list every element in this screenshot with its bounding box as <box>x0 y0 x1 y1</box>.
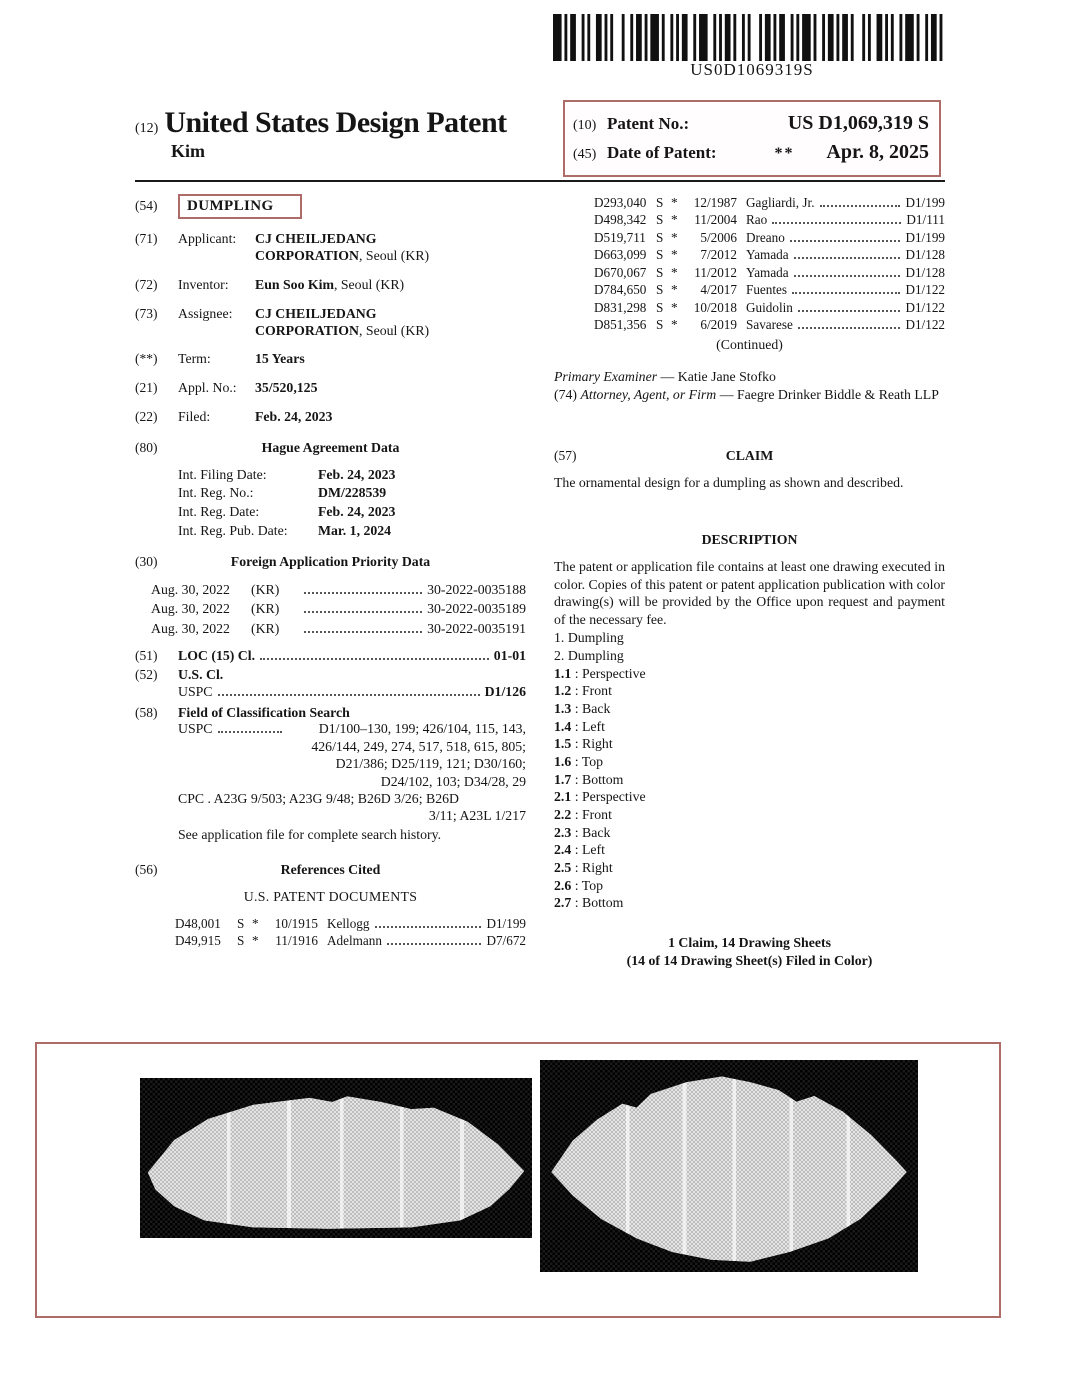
left-reference-rows <box>135 915 526 950</box>
dumpling-shape-left <box>148 1091 524 1232</box>
view-label: Left <box>582 718 605 734</box>
search-cpc-line1: CPC . A23G 9/503; A23G 9/48; B26D 3/26; B26D <box>178 790 459 806</box>
view-separator: : <box>574 736 579 752</box>
field-58-search <box>135 705 526 722</box>
uspc-row <box>135 684 526 701</box>
search-history-note: See application file for complete search history. <box>178 827 442 843</box>
ref-class: D7/672 <box>486 933 526 949</box>
ref-number: D48,001 <box>175 915 221 931</box>
header-divider <box>135 180 945 182</box>
code-30: (30) <box>135 554 158 570</box>
search-uspc-label: USPC <box>178 721 213 737</box>
reference-row <box>554 246 945 263</box>
claim-section <box>554 448 945 492</box>
appl-no-label: Appl. No.: <box>178 380 237 396</box>
code-71: (71) <box>135 231 158 247</box>
view-separator: : <box>574 718 579 734</box>
reference-row <box>554 229 945 246</box>
patent-no-label: Patent No.: <box>607 114 690 133</box>
ref-star: * <box>671 299 678 315</box>
ref-star: * <box>671 316 678 332</box>
search-uspc-classes: D1/100–130, 199; 426/104, 115, 143, <box>318 721 526 737</box>
right-column <box>554 194 945 971</box>
priority-section-heading <box>135 554 526 571</box>
header <box>135 100 945 178</box>
uspc-value: D1/126 <box>484 683 526 699</box>
ref-class: D1/128 <box>905 247 945 263</box>
ref-name: Savarese <box>746 316 793 332</box>
ref-star: * <box>671 264 678 280</box>
dot-leader <box>304 631 422 633</box>
hague-row-label: Int. Reg. Pub. Date: <box>178 522 288 538</box>
assignee-label: Assignee: <box>178 305 233 321</box>
reference-row <box>554 299 945 316</box>
view-row <box>554 718 945 736</box>
claims-count-line: 1 Claim, 14 Drawing Sheets <box>668 934 831 950</box>
view-label: Right <box>582 736 613 752</box>
right-reference-rows <box>554 194 945 333</box>
ref-star: * <box>671 282 678 298</box>
code-73: (73) <box>135 305 158 321</box>
ref-star: * <box>671 247 678 263</box>
view-separator: : <box>574 753 579 769</box>
ref-number: D670,067 <box>594 264 647 280</box>
view-label: Front <box>582 683 612 699</box>
ref-name: Dreano <box>746 229 785 245</box>
view-list <box>554 665 945 912</box>
view-row <box>554 700 945 718</box>
ref-date: 4/2017 <box>700 282 737 298</box>
reference-row <box>554 264 945 281</box>
search-continuation-line: D24/102, 103; D34/28, 29 <box>380 773 526 789</box>
ref-class: D1/199 <box>905 195 945 210</box>
ref-name: Yamada <box>746 264 789 280</box>
claim-text: The ornamental design for a dumpling as shown and described. <box>554 474 904 490</box>
ref-name: Adelmann <box>327 933 382 949</box>
code-56: (56) <box>135 862 158 878</box>
embodiment-item <box>554 629 945 647</box>
view-label: Bottom <box>582 771 624 787</box>
code-57: (57) <box>554 448 577 464</box>
code-72: (72) <box>135 276 158 292</box>
code-22: (22) <box>135 409 158 425</box>
view-number: 2.3 <box>554 824 572 840</box>
ref-class: D1/122 <box>905 299 945 315</box>
view-label: Back <box>582 824 611 840</box>
assignee-org-line2: CORPORATION <box>255 322 359 338</box>
view-number: 2.1 <box>554 789 572 805</box>
search-continuation-lines <box>135 738 526 790</box>
priority-country: (KR) <box>251 601 280 617</box>
assignee-org-line1: CJ CHEILJEDANG <box>255 305 377 321</box>
hague-row-value: DM/228539 <box>318 485 387 501</box>
two-column-body <box>135 194 945 971</box>
view-row <box>554 753 945 771</box>
field-73-assignee <box>135 306 526 340</box>
ref-number: D851,356 <box>594 316 647 332</box>
search-continuation-line: D21/386; D25/119, 121; D30/160; <box>335 756 526 772</box>
dot-leader <box>260 658 489 660</box>
color-sheets-line: (14 of 14 Drawing Sheet(s) Filed in Color) <box>626 953 873 969</box>
embodiment-number: 1. <box>554 630 565 646</box>
search-uspc-line <box>135 721 526 738</box>
assignee-location: , Seoul (KR) <box>359 322 430 338</box>
claims-drawing-note <box>554 934 945 971</box>
primary-examiner-line <box>554 368 945 386</box>
reference-row <box>135 915 526 932</box>
search-continuation-line: 426/144, 249, 274, 517, 518, 615, 805; <box>311 739 526 755</box>
view-label: Top <box>581 877 604 893</box>
view-separator: : <box>574 700 579 716</box>
ref-kind-code: S <box>656 229 664 245</box>
ref-star: * <box>252 915 259 931</box>
document-title: United States Design Patent <box>164 106 507 139</box>
dot-leader <box>375 926 482 928</box>
ref-kind-code: S <box>656 316 664 332</box>
dot-leader <box>794 257 901 259</box>
dot-leader <box>790 240 901 242</box>
primary-examiner-label: Primary Examiner <box>554 369 658 385</box>
ref-kind-code: S <box>656 195 664 210</box>
view-number: 1.3 <box>554 700 572 716</box>
ref-kind-code: S <box>656 212 664 228</box>
code-58: (58) <box>135 704 158 720</box>
field-71-applicant <box>135 231 526 265</box>
dot-leader <box>218 731 282 733</box>
reference-row <box>554 316 945 333</box>
barcode-number: US0D1069319S <box>690 60 814 79</box>
view-number: 1.6 <box>554 753 572 769</box>
code-45: (45) <box>573 147 597 162</box>
ref-number: D519,711 <box>594 229 646 245</box>
code-54: (54) <box>135 198 158 213</box>
description-text: The patent or application file contains at least one drawing executed in color. Copies of this patent or patent application publication with color drawing(s) will be provided by the Office upon request and payment of the necessary fee. <box>554 558 945 628</box>
claim-heading-text: CLAIM <box>725 448 774 464</box>
loc-label: LOC (15) Cl. <box>178 648 256 664</box>
view-separator: : <box>574 771 579 787</box>
ref-class: D1/122 <box>905 316 945 332</box>
hague-row-label: Int. Reg. Date: <box>178 504 260 519</box>
ref-date: 10/2018 <box>693 299 737 315</box>
dot-leader <box>792 292 900 294</box>
ref-star: * <box>671 229 678 245</box>
ref-kind-code: S <box>237 915 245 931</box>
uspc-label: USPC <box>178 683 213 699</box>
term-label: Term: <box>178 351 211 367</box>
barcode-block <box>553 14 951 80</box>
view-number: 2.7 <box>554 895 572 911</box>
reference-row <box>135 932 526 949</box>
embodiment-label: Dumpling <box>567 630 624 646</box>
view-row <box>554 877 945 895</box>
hague-row-label: Int. Filing Date: <box>178 466 267 482</box>
priority-row <box>135 619 526 638</box>
code-term: (**) <box>135 351 158 367</box>
description-heading: DESCRIPTION <box>701 531 798 547</box>
priority-date: Aug. 30, 2022 <box>151 582 230 598</box>
patent-no-value: US D1,069,319 S <box>787 112 929 134</box>
view-row <box>554 682 945 700</box>
figure-panel <box>35 1042 1001 1318</box>
ref-number: D663,099 <box>594 247 647 263</box>
ref-number: D293,040 <box>594 195 647 210</box>
dot-leader <box>304 592 422 594</box>
ref-date: 10/1915 <box>274 915 318 931</box>
dot-leader <box>387 943 482 945</box>
ref-name: Rao <box>746 212 768 228</box>
date-of-patent-label: Date of Patent: <box>607 143 717 162</box>
ref-class: D1/122 <box>905 282 945 298</box>
ref-star: * <box>671 195 678 210</box>
priority-number: 30-2022-0035188 <box>427 582 526 598</box>
priority-date: Aug. 30, 2022 <box>151 601 230 617</box>
view-label: Perspective <box>582 665 646 681</box>
code-80: (80) <box>135 439 158 455</box>
view-separator: : <box>574 859 579 875</box>
ref-date: 12/1987 <box>693 195 737 210</box>
hague-row <box>135 466 526 485</box>
field-22-filed <box>135 409 526 426</box>
hague-row <box>135 522 526 541</box>
kind-code-12: (12) <box>135 121 159 136</box>
priority-rows <box>135 580 526 638</box>
embodiment-list <box>554 629 945 664</box>
code-74: (74) <box>554 387 577 403</box>
hague-section-heading <box>135 440 526 457</box>
view-row <box>554 665 945 683</box>
view-number: 2.5 <box>554 859 572 875</box>
priority-country: (KR) <box>251 620 280 636</box>
dot-leader <box>820 205 901 207</box>
view-number: 1.2 <box>554 683 572 699</box>
ref-name: Fuentes <box>746 282 788 298</box>
barcode-image <box>553 14 951 61</box>
ref-class: D1/199 <box>486 915 526 931</box>
loc-value: 01-01 <box>493 648 526 664</box>
dot-leader <box>772 222 901 224</box>
appl-no-value: 35/520,125 <box>255 380 318 396</box>
ref-kind-code: S <box>656 247 664 263</box>
view-separator: : <box>574 665 579 681</box>
hague-row-value: Feb. 24, 2023 <box>318 466 396 482</box>
ref-date: 11/2004 <box>694 212 737 228</box>
patent-number-box <box>563 100 941 177</box>
ref-number: D831,298 <box>594 299 647 315</box>
dot-leader <box>304 611 422 613</box>
embodiment-item <box>554 647 945 665</box>
applicant-label: Applicant: <box>178 231 237 247</box>
reference-row <box>554 211 945 228</box>
view-label: Perspective <box>582 789 646 805</box>
priority-heading-text: Foreign Application Priority Data <box>230 554 431 570</box>
ref-name: Yamada <box>746 247 789 263</box>
dumpling-shape-right <box>551 1071 906 1266</box>
embodiment-label: Dumpling <box>567 647 624 663</box>
code-10: (10) <box>573 118 597 133</box>
ref-number: D49,915 <box>175 933 221 949</box>
view-row <box>554 771 945 789</box>
references-continued-note: (Continued) <box>716 337 783 353</box>
view-number: 2.4 <box>554 842 572 858</box>
ref-name: Kellogg <box>327 915 370 931</box>
view-separator: : <box>574 895 579 911</box>
reference-row <box>554 281 945 298</box>
inventor-surname: Kim <box>171 141 205 161</box>
ref-date: 6/2019 <box>700 316 737 332</box>
assignee-value <box>255 306 526 340</box>
priority-date: Aug. 30, 2022 <box>151 620 230 636</box>
field-51-loc <box>135 648 526 665</box>
dot-leader <box>794 275 901 277</box>
ref-number: D784,650 <box>594 282 647 298</box>
inventor-label: Inventor: <box>178 276 229 292</box>
hague-row-value: Mar. 1, 2024 <box>318 522 392 538</box>
inventor-value <box>255 277 526 294</box>
view-row <box>554 894 945 912</box>
view-label: Top <box>581 753 604 769</box>
code-21: (21) <box>135 380 158 396</box>
field-term <box>135 351 526 368</box>
view-label: Bottom <box>582 895 624 911</box>
dot-leader <box>798 310 901 312</box>
ref-date: 7/2012 <box>700 247 737 263</box>
view-label: Front <box>582 806 612 822</box>
view-separator: : <box>574 806 579 822</box>
priority-number: 30-2022-0035189 <box>427 601 526 617</box>
references-section-heading <box>135 862 526 879</box>
ref-class: D1/128 <box>905 264 945 280</box>
search-heading: Field of Classification Search <box>178 704 350 720</box>
dot-leader <box>218 694 480 696</box>
references-heading-text: References Cited <box>280 862 381 878</box>
code-51: (51) <box>135 648 158 664</box>
attorney-firm-name: — Faegre Drinker Biddle & Reath LLP <box>719 387 939 403</box>
hague-rows <box>135 466 526 541</box>
view-row <box>554 806 945 824</box>
ref-name: Gagliardi, Jr. <box>746 195 815 210</box>
ref-number: D498,342 <box>594 212 647 228</box>
primary-examiner-name: — Katie Jane Stofko <box>660 369 776 385</box>
view-separator: : <box>574 842 579 858</box>
reference-row <box>554 194 945 211</box>
view-row <box>554 841 945 859</box>
examiner-block <box>554 368 945 404</box>
ref-kind-code: S <box>656 282 664 298</box>
uscl-label: U.S. Cl. <box>178 666 224 682</box>
priority-row <box>135 580 526 599</box>
ref-date: 5/2006 <box>700 229 737 245</box>
view-separator: : <box>574 877 579 893</box>
view-number: 1.5 <box>554 736 572 752</box>
view-label: Left <box>582 842 605 858</box>
code-52: (52) <box>135 666 158 682</box>
header-title-block <box>135 106 565 162</box>
ref-name: Guidolin <box>746 299 793 315</box>
view-number: 1.1 <box>554 665 572 681</box>
term-extension-stars: ** <box>774 145 795 162</box>
date-of-patent-value: Apr. 8, 2025 <box>826 141 929 163</box>
view-number: 1.7 <box>554 771 572 787</box>
applicant-org-line1: CJ CHEILJEDANG <box>255 231 377 247</box>
view-separator: : <box>574 789 579 805</box>
ref-kind-code: S <box>656 299 664 315</box>
dumpling-photo-right <box>540 1060 918 1272</box>
search-cpc-line2: 3/11; A23L 1/217 <box>428 808 526 824</box>
dumpling-photo-left <box>140 1078 532 1238</box>
priority-row <box>135 599 526 618</box>
view-row <box>554 859 945 877</box>
hague-row-label: Int. Reg. No.: <box>178 485 254 501</box>
ref-kind-code: S <box>237 933 245 949</box>
hague-row <box>135 503 526 522</box>
ref-class: D1/199 <box>905 229 945 245</box>
ref-date: 11/1916 <box>275 933 318 949</box>
dot-leader <box>798 327 901 329</box>
claim-heading-row <box>554 448 945 465</box>
hague-row <box>135 484 526 503</box>
priority-country: (KR) <box>251 582 280 598</box>
view-label: Right <box>582 859 613 875</box>
field-21-appl-no <box>135 380 526 397</box>
inventor-location: , Seoul (KR) <box>333 276 405 292</box>
field-54-title <box>135 194 526 219</box>
applicant-org-line2: CORPORATION <box>255 248 359 264</box>
description-section <box>554 532 945 912</box>
attorney-line <box>554 386 945 404</box>
view-label: Back <box>582 700 611 716</box>
attorney-label: Attorney, Agent, or Firm <box>580 387 717 403</box>
us-patent-documents-heading: U.S. PATENT DOCUMENTS <box>243 888 418 904</box>
left-column <box>135 194 526 971</box>
view-separator: : <box>574 683 579 699</box>
ref-class: D1/111 <box>906 212 945 228</box>
view-row <box>554 788 945 806</box>
view-separator: : <box>574 824 579 840</box>
filed-label: Filed: <box>178 409 211 425</box>
view-row <box>554 824 945 842</box>
field-72-inventor <box>135 277 526 294</box>
ref-star: * <box>671 212 678 228</box>
view-number: 1.4 <box>554 718 572 734</box>
applicant-value <box>255 231 526 265</box>
priority-number: 30-2022-0035191 <box>427 620 526 636</box>
ref-kind-code: S <box>656 264 664 280</box>
view-number: 2.6 <box>554 877 572 893</box>
inventor-name: Eun Soo Kim <box>255 276 334 292</box>
field-52-uscl <box>135 667 526 684</box>
term-value: 15 Years <box>255 351 305 367</box>
design-title: DUMPLING <box>178 194 302 219</box>
hague-heading-text: Hague Agreement Data <box>261 439 400 455</box>
view-number: 2.2 <box>554 806 572 822</box>
view-row <box>554 735 945 753</box>
filed-value: Feb. 24, 2023 <box>255 409 333 425</box>
hague-row-value: Feb. 24, 2023 <box>318 504 396 519</box>
applicant-location: , Seoul (KR) <box>359 248 430 264</box>
ref-star: * <box>252 933 259 949</box>
ref-date: 11/2012 <box>694 264 737 280</box>
embodiment-number: 2. <box>554 647 565 663</box>
